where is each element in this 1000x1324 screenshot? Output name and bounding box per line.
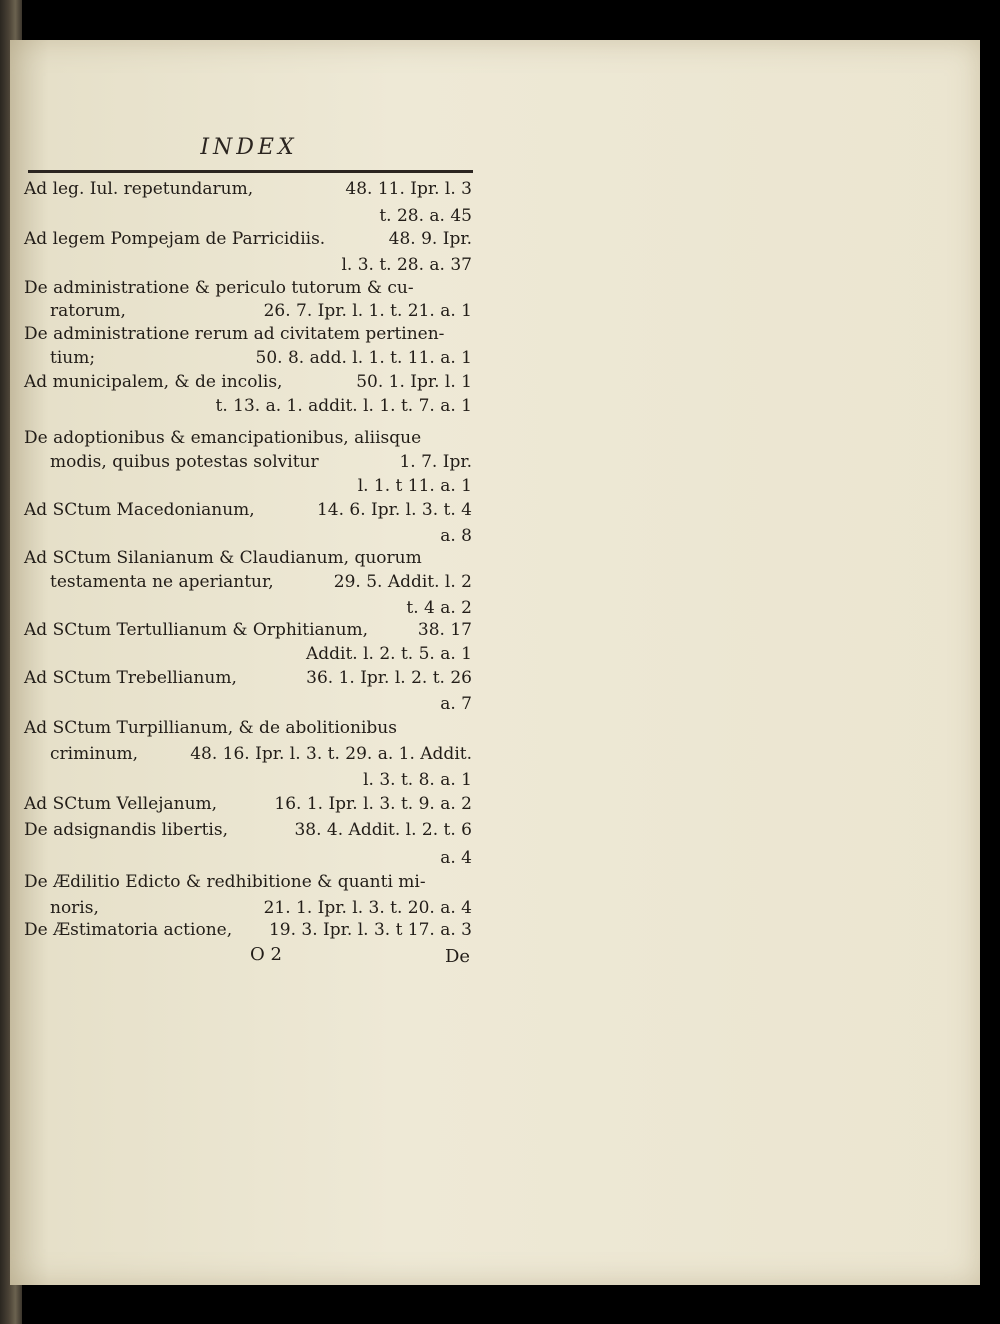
index-entry-reference: 38. 17 bbox=[417, 620, 472, 640]
index-entry-reference: 36. 1. Ipr. l. 2. t. 26 bbox=[306, 668, 472, 688]
index-entry-line bbox=[0, 792, 500, 816]
index-entry-reference: l. 3. t. 28. a. 37 bbox=[341, 255, 472, 275]
index-entry-title: ratorum, bbox=[50, 301, 126, 321]
index-entry-title: Ad SCtum Tertullianum & Orphitianum, bbox=[24, 620, 369, 640]
index-entry-reference: a. 8 bbox=[440, 526, 472, 546]
index-entry-reference: t. 13. a. 1. addit. l. 1. t. 7. a. 1 bbox=[215, 396, 472, 416]
index-entry-reference: l. 3. t. 8. a. 1 bbox=[363, 770, 472, 790]
index-entry-line bbox=[0, 546, 500, 570]
index-entry-reference: 16. 1. Ipr. l. 3. t. 9. a. 2 bbox=[274, 794, 472, 814]
index-entry-title: De administratione rerum ad civitatem pertinen- bbox=[24, 324, 445, 344]
index-entry-reference: t. 4 a. 2 bbox=[406, 598, 472, 618]
index-entry-line bbox=[0, 370, 500, 394]
index-entry-title: Ad SCtum Trebellianum, bbox=[24, 668, 237, 688]
index-entry-reference: 19. 3. Ipr. l. 3. t 17. a. 3 bbox=[268, 920, 472, 940]
index-entry-line bbox=[0, 692, 500, 716]
index-entry-reference: l. 1. t 11. a. 1 bbox=[357, 476, 472, 496]
index-entry-line bbox=[0, 618, 500, 642]
index-entry-line bbox=[0, 227, 500, 251]
index-entry-line bbox=[0, 596, 500, 620]
index-entry-title: Ad leg. Iul. repetundarum, bbox=[24, 179, 254, 199]
index-entry-title: Ad SCtum Silanianum & Claudianum, quorum bbox=[24, 548, 422, 568]
index-entry-line bbox=[0, 642, 500, 666]
index-entry-line bbox=[0, 918, 500, 942]
index-entry-title: Ad SCtum Vellejanum, bbox=[24, 794, 218, 814]
index-entry-reference: 29. 5. Addit. l. 2 bbox=[333, 572, 472, 592]
index-entry-line bbox=[0, 394, 500, 418]
index-entry-line bbox=[0, 299, 500, 323]
index-entry-title: testamenta ne aperiantur, bbox=[50, 572, 274, 592]
index-entry-line bbox=[0, 346, 500, 370]
index-entry-line bbox=[0, 742, 500, 766]
catchword: De bbox=[445, 946, 471, 967]
index-entry-line bbox=[0, 666, 500, 690]
index-entry-reference: 21. 1. Ipr. l. 3. t. 20. a. 4 bbox=[263, 898, 472, 918]
index-entry-title: Ad municipalem, & de incolis, bbox=[24, 372, 283, 392]
index-entry-line bbox=[0, 896, 500, 920]
index-entry-title: De adsignandis libertis, bbox=[24, 820, 228, 840]
index-entry-title: Ad SCtum Turpillianum, & de abolitionibus bbox=[24, 718, 397, 738]
index-entry-reference: 38. 4. Addit. l. 2. t. 6 bbox=[294, 820, 472, 840]
index-entry-line bbox=[0, 524, 500, 548]
index-entry-line bbox=[0, 768, 500, 792]
index-entry-title: Ad legem Pompejam de Parricidiis. bbox=[24, 229, 326, 249]
index-entry-line bbox=[0, 570, 500, 594]
index-entry-title: tium; bbox=[50, 348, 96, 368]
index-entry-line bbox=[0, 870, 500, 894]
index-entry-line bbox=[0, 177, 500, 201]
page-header: INDEX bbox=[200, 135, 298, 160]
index-entry-title: De Æstimatoria actione, bbox=[24, 920, 233, 940]
index-entry-reference: a. 4 bbox=[440, 848, 472, 868]
index-entry-line bbox=[0, 818, 500, 842]
index-entry-reference: 48. 16. Ipr. l. 3. t. 29. a. 1. Addit. bbox=[190, 744, 472, 764]
index-entry-line bbox=[0, 426, 500, 450]
index-entry-title: Ad SCtum Macedonianum, bbox=[24, 500, 255, 520]
index-entry-reference: a. 7 bbox=[440, 694, 472, 714]
index-entry-reference: 26. 7. Ipr. l. 1. t. 21. a. 1 bbox=[263, 301, 472, 321]
index-entry-line bbox=[0, 846, 500, 870]
index-entry-title: De administratione & periculo tutorum & cu- bbox=[24, 278, 414, 298]
index-entry-line bbox=[0, 276, 500, 300]
index-entry-reference: 50. 1. Ipr. l. 1 bbox=[356, 372, 472, 392]
index-entry-title: De Ædilitio Edicto & redhibitione & quanti mi- bbox=[24, 872, 426, 892]
index-entry-line bbox=[0, 716, 500, 740]
index-entry-reference: Addit. l. 2. t. 5. a. 1 bbox=[305, 644, 472, 664]
index-entry-line bbox=[0, 450, 500, 474]
index-entry-line bbox=[0, 498, 500, 522]
index-entry-line bbox=[0, 253, 500, 277]
index-entry-title: noris, bbox=[50, 898, 99, 918]
index-entry-reference: 48. 11. Ipr. l. 3 bbox=[345, 179, 472, 199]
index-entry-reference: t. 28. a. 45 bbox=[379, 206, 472, 226]
index-entry-reference: 1. 7. Ipr. bbox=[399, 452, 472, 472]
header-rule bbox=[28, 170, 473, 173]
signature-mark: O 2 bbox=[250, 944, 282, 965]
index-entry-reference: 48. 9. Ipr. bbox=[388, 229, 472, 249]
index-entry-title: De adoptionibus & emancipationibus, aliisque bbox=[24, 428, 422, 448]
index-entry-line bbox=[0, 474, 500, 498]
index-entry-line bbox=[0, 204, 500, 228]
index-entry-reference: 50. 8. add. l. 1. t. 11. a. 1 bbox=[255, 348, 472, 368]
index-entry-title: modis, quibus potestas solvitur bbox=[50, 452, 319, 472]
index-entry-reference: 14. 6. Ipr. l. 3. t. 4 bbox=[316, 500, 472, 520]
index-entry-line bbox=[0, 322, 500, 346]
index-entry-title: criminum, bbox=[50, 744, 139, 764]
